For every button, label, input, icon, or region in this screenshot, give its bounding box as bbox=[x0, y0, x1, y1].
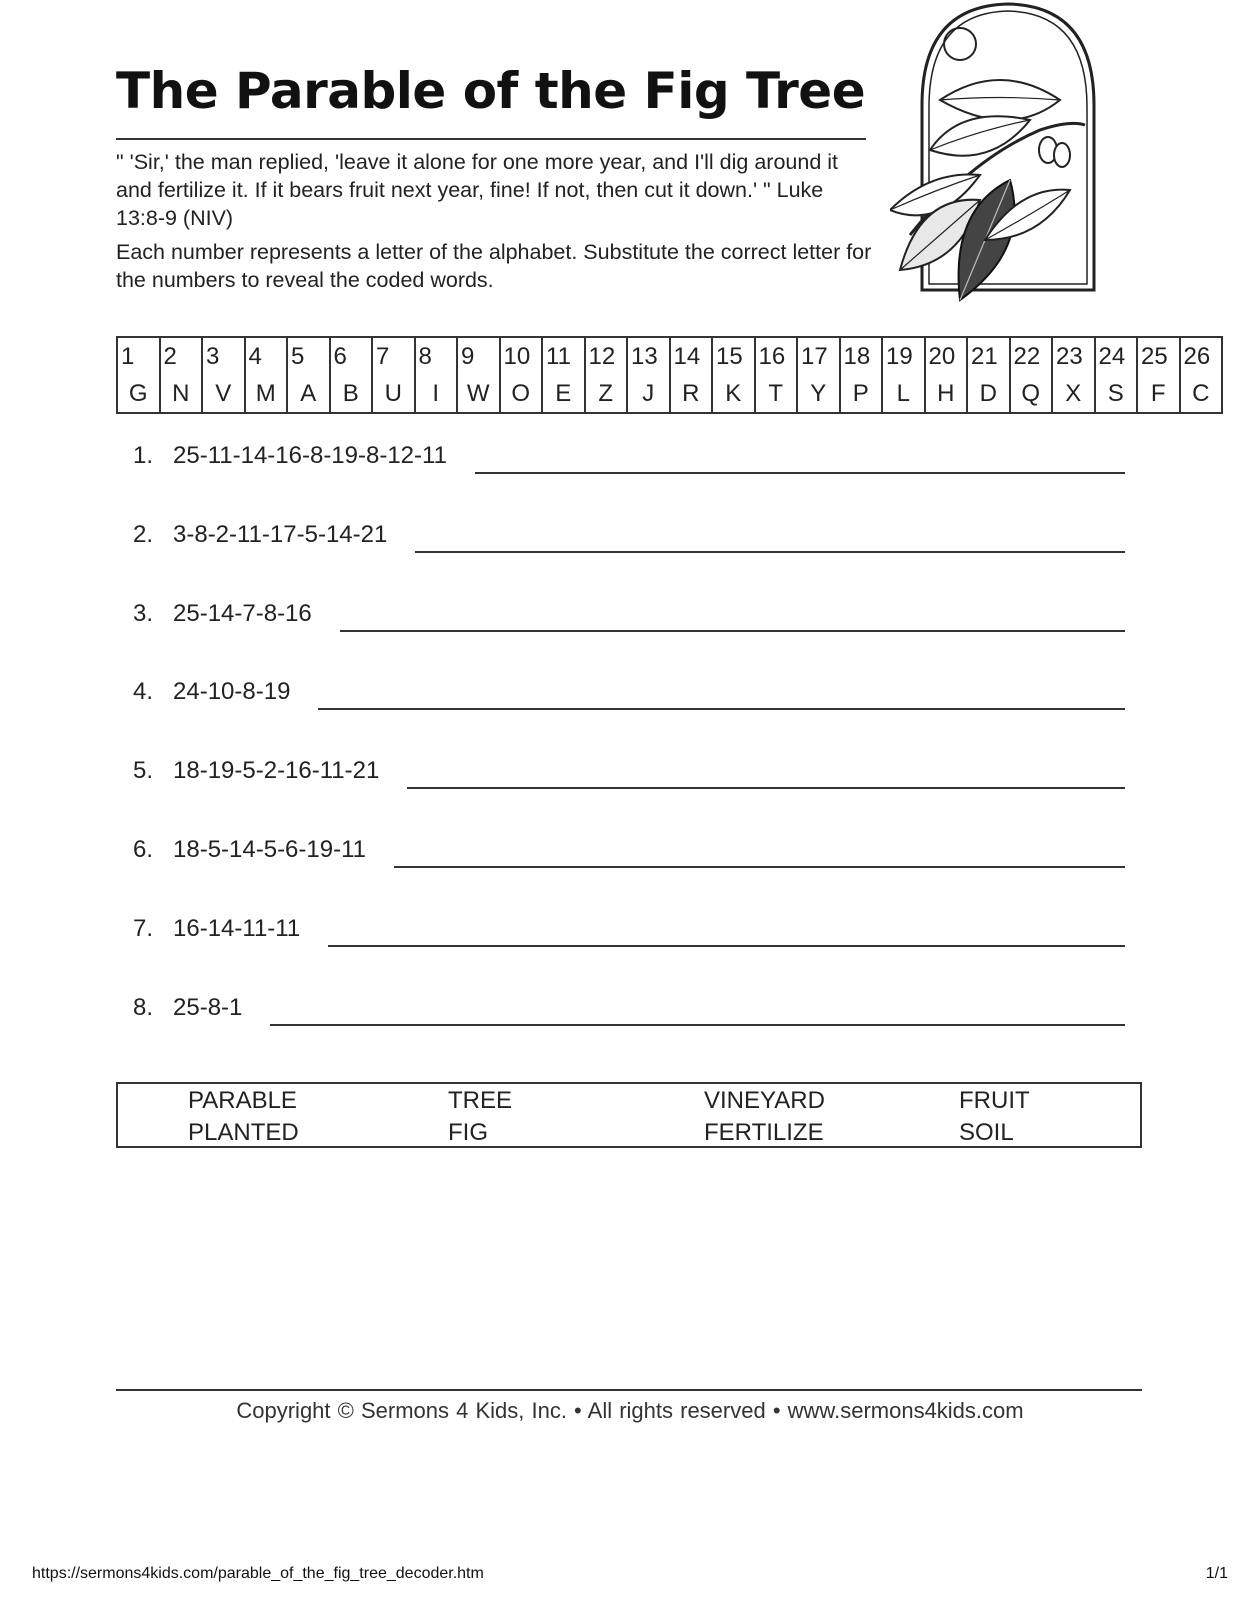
question-number: 2. bbox=[133, 521, 154, 548]
cipher-letter: C bbox=[1180, 375, 1223, 413]
cipher-letter: A bbox=[287, 375, 330, 413]
cipher-number: 13 bbox=[627, 337, 670, 375]
answer-line[interactable] bbox=[415, 551, 1125, 553]
cipher-number: 4 bbox=[245, 337, 288, 375]
coded-word: 3-8-2-11-17-5-14-21 bbox=[173, 521, 388, 548]
coded-word: 25-8-1 bbox=[173, 994, 243, 1021]
word-bank bbox=[116, 1082, 1142, 1148]
coded-word: 18-19-5-2-16-11-21 bbox=[173, 757, 380, 784]
question-number: 8. bbox=[133, 994, 154, 1021]
page-number: 1/1 bbox=[1205, 1565, 1228, 1582]
question-number: 6. bbox=[133, 836, 154, 863]
cipher-letter: V bbox=[202, 375, 245, 413]
cipher-number: 14 bbox=[670, 337, 713, 375]
cipher-letter: W bbox=[457, 375, 500, 413]
cipher-number: 7 bbox=[372, 337, 415, 375]
question-1 bbox=[133, 430, 1125, 470]
coded-word: 25-11-14-16-8-19-8-12-11 bbox=[173, 442, 447, 469]
cipher-letter: N bbox=[160, 375, 203, 413]
cipher-letter: I bbox=[415, 375, 458, 413]
fig-branch-illustration bbox=[890, 0, 1126, 312]
cipher-number: 18 bbox=[840, 337, 883, 375]
cipher-letter: J bbox=[627, 375, 670, 413]
scripture-verse: " 'Sir,' the man replied, 'leave it alone for one more year, and I'll dig around it and fertilize it. If it bears fruit next year, fine! If not, then cut it down.' " Luke 13:8-9 (NIV) bbox=[116, 150, 839, 230]
cipher-number: 11 bbox=[542, 337, 585, 375]
cipher-number: 25 bbox=[1137, 337, 1180, 375]
page-url[interactable]: https://sermons4kids.com/parable_of_the_fig_tree_decoder.htm bbox=[32, 1565, 484, 1582]
footer-divider bbox=[116, 1389, 1142, 1391]
question-2 bbox=[133, 509, 1125, 549]
copyright-notice: Copyright © Sermons 4 Kids, Inc. • All rights reserved • www.sermons4kids.com bbox=[236, 1398, 1024, 1423]
cipher-number: 12 bbox=[585, 337, 628, 375]
question-number: 7. bbox=[133, 915, 154, 942]
cipher-letter: P bbox=[840, 375, 883, 413]
cipher-number: 6 bbox=[330, 337, 373, 375]
cipher-letter: R bbox=[670, 375, 713, 413]
cipher-number: 8 bbox=[415, 337, 458, 375]
word-bank-item: VINEYARD bbox=[704, 1087, 825, 1114]
word-bank-item: FRUIT bbox=[959, 1087, 1030, 1114]
cipher-number: 9 bbox=[457, 337, 500, 375]
word-bank-item: SOIL bbox=[959, 1119, 1014, 1146]
question-number: 4. bbox=[133, 678, 154, 705]
cipher-number: 2 bbox=[160, 337, 203, 375]
answer-line[interactable] bbox=[318, 708, 1125, 710]
question-number: 5. bbox=[133, 757, 154, 784]
coded-word: 25-14-7-8-16 bbox=[173, 600, 312, 627]
question-number: 1. bbox=[133, 442, 154, 469]
cipher-key-table bbox=[116, 336, 1223, 414]
coded-word: 18-5-14-5-6-19-11 bbox=[173, 836, 366, 863]
tag-hole bbox=[944, 28, 976, 60]
cipher-number: 20 bbox=[925, 337, 968, 375]
question-7 bbox=[133, 903, 1125, 943]
question-3 bbox=[133, 588, 1125, 628]
cipher-letter: Q bbox=[1010, 375, 1053, 413]
cipher-number: 23 bbox=[1052, 337, 1095, 375]
cipher-letter-row bbox=[117, 375, 1222, 413]
cipher-number: 3 bbox=[202, 337, 245, 375]
cipher-number-row bbox=[117, 337, 1222, 375]
word-bank-item: PARABLE bbox=[188, 1087, 297, 1114]
answer-line[interactable] bbox=[270, 1024, 1125, 1026]
cipher-letter: U bbox=[372, 375, 415, 413]
answer-line[interactable] bbox=[328, 945, 1125, 947]
cipher-letter: E bbox=[542, 375, 585, 413]
cipher-letter: M bbox=[245, 375, 288, 413]
answer-line[interactable] bbox=[394, 866, 1125, 868]
cipher-letter: Y bbox=[797, 375, 840, 413]
word-bank-item: TREE bbox=[448, 1087, 513, 1114]
cipher-number: 15 bbox=[712, 337, 755, 375]
cipher-letter: D bbox=[967, 375, 1010, 413]
question-4 bbox=[133, 666, 1125, 706]
title-divider bbox=[116, 138, 866, 140]
cipher-number: 24 bbox=[1095, 337, 1138, 375]
cipher-letter: L bbox=[882, 375, 925, 413]
question-8 bbox=[133, 982, 1125, 1022]
cipher-letter: X bbox=[1052, 375, 1095, 413]
cipher-letter: G bbox=[128, 379, 148, 407]
word-bank-item: FIG bbox=[448, 1119, 488, 1146]
cipher-number: 1 bbox=[121, 342, 135, 370]
answer-line[interactable] bbox=[340, 630, 1125, 632]
cipher-number: 19 bbox=[882, 337, 925, 375]
cipher-letter: B bbox=[330, 375, 373, 413]
cipher-letter: H bbox=[925, 375, 968, 413]
word-bank-item: FERTILIZE bbox=[704, 1119, 824, 1146]
coded-word: 24-10-8-19 bbox=[173, 678, 291, 705]
cipher-number: 22 bbox=[1010, 337, 1053, 375]
cipher-letter: Z bbox=[585, 375, 628, 413]
answer-line[interactable] bbox=[475, 472, 1125, 474]
page-title: The Parable of the Fig Tree bbox=[116, 62, 866, 120]
question-number: 3. bbox=[133, 600, 154, 627]
word-bank-item: PLANTED bbox=[188, 1119, 299, 1146]
cipher-number: 21 bbox=[967, 337, 1010, 375]
cipher-number: 17 bbox=[797, 337, 840, 375]
instructions: Each number represents a letter of the alphabet. Substitute the correct letter for the numbers to reveal the coded words. bbox=[116, 240, 872, 292]
cipher-number: 26 bbox=[1180, 337, 1223, 375]
question-5 bbox=[133, 745, 1125, 785]
cipher-letter: O bbox=[500, 375, 543, 413]
cipher-letter: S bbox=[1095, 375, 1138, 413]
cipher-number: 5 bbox=[287, 337, 330, 375]
cipher-letter: K bbox=[712, 375, 755, 413]
cipher-letter: F bbox=[1137, 375, 1180, 413]
question-6 bbox=[133, 824, 1125, 864]
answer-line[interactable] bbox=[407, 787, 1125, 789]
cipher-letter: T bbox=[755, 375, 798, 413]
cipher-number: 10 bbox=[500, 337, 543, 375]
fig-fruit bbox=[1054, 143, 1070, 167]
cipher-number: 16 bbox=[755, 337, 798, 375]
coded-word: 16-14-11-11 bbox=[173, 915, 301, 942]
